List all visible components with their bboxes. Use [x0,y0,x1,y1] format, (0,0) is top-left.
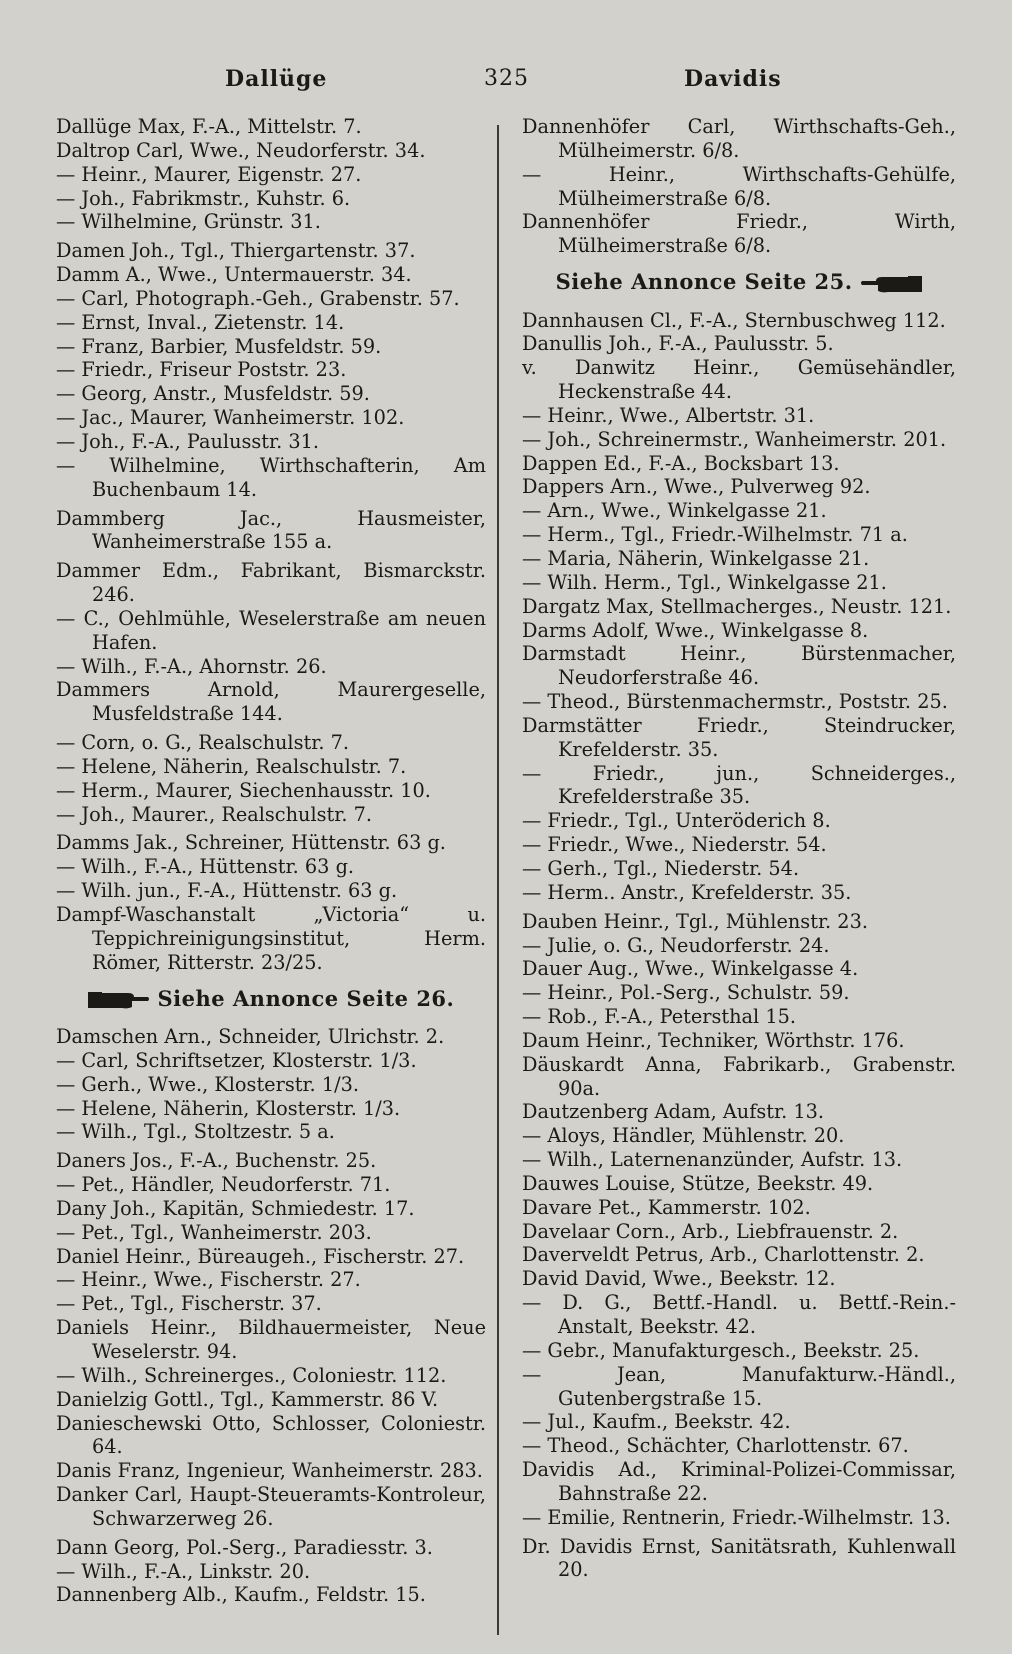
directory-entry: Däuskardt Anna, Fabrikarb., Grabenstr. 90a. [522,1052,956,1100]
directory-entry: Dammberg Jac., Hausmeister, Wanheimerstraße 155 a. [56,506,486,554]
directory-entry: — Rob., F.-A., Petersthal 15. [522,1005,797,1029]
directory-entry: — Emilie, Rentnerin, Friedr.-Wilhelmstr. 13. [522,1505,951,1529]
page-number: 325 [484,66,529,91]
directory-entry: — Julie, o. G., Neudorferstr. 24. [522,933,830,957]
directory-entry: Danis Franz, Ingenieur, Wanheimerstr. 283. [56,1459,483,1483]
directory-entry: — Gerh., Tgl., Niederstr. 54. [522,856,800,880]
directory-entry: Dann Georg, Pol.-Serg., Paradiesstr. 3. [56,1535,433,1559]
directory-entry: Dammer Edm., Fabrikant, Bismarckstr. 246. [56,559,486,607]
directory-entry: — Wilhelmine, Grünstr. 31. [56,210,321,234]
directory-entry: — Carl, Schriftsetzer, Klosterstr. 1/3. [56,1048,417,1072]
directory-entry: Damm A., Wwe., Untermauerstr. 34. [56,263,412,287]
directory-entry: — D. G., Bettf.-Handl. u. Bettf.-Rein.-Anstalt, Beekstr. 42. [522,1291,956,1338]
directory-entry: Dautzenberg Adam, Aufstr. 13. [522,1100,824,1124]
directory-entry: Danker Carl, Haupt-Steueramts-Kontroleur, Schwarzerweg 26. [56,1483,486,1530]
directory-entry: Danieschewski Otto, Schlosser, Coloniestr. 64. [56,1411,486,1459]
directory-entry: Damschen Arn., Schneider, Ulrichstr. 2. [56,1025,445,1049]
directory-entry: Davidis Ad., Kriminal-Polizei-Commissar, Bahnstraße 22. [522,1458,956,1505]
directory-entry: — Theod., Bürstenmachermstr., Poststr. 25. [522,690,948,714]
directory-entry: Dannhausen Cl., F.-A., Sternbuschweg 112. [522,308,946,332]
directory-entry: — Heinr., Maurer, Eigenstr. 27. [56,162,362,186]
directory-entry: — Helene, Näherin, Realschulstr. 7. [56,754,407,778]
directory-entry: Daltrop Carl, Wwe., Neudorferstr. 34. [56,138,426,162]
directory-entry: Dauben Heinr., Tgl., Mühlenstr. 23. [522,909,868,933]
directory-entry: — Helene, Näherin, Klosterstr. 1/3. [56,1096,401,1120]
advertisement-notice [522,270,956,295]
notice-text: Siehe Annonce Seite 25. [555,269,853,295]
directory-entry: Dampf-Waschanstalt „Victoria“ u. Teppichreinigungsinstitut, Herm. Römer, Ritterstr. 23/25. [56,903,486,974]
advertisement-notice [56,987,486,1012]
directory-entry: — Wilh., F.-A., Linkstr. 20. [56,1559,311,1583]
directory-entry: Darmstadt Heinr., Bürstenmacher, Neudorferstraße 46. [522,642,956,690]
directory-entry: — Joh., Schreinermstr., Wanheimerstr. 201. [522,427,947,451]
directory-entry: — Friedr., Wwe., Niederstr. 54. [522,833,827,857]
directory-entry: — Arn., Wwe., Winkelgasse 21. [522,499,827,523]
column-divider [497,125,499,1635]
directory-entry: Daniel Heinr., Büreaugeh., Fischerstr. 27. [56,1244,465,1268]
directory-entry: Daverveldt Petrus, Arb., Charlottenstr. 2. [522,1243,925,1267]
directory-entry: Dany Joh., Kapitän, Schmiedestr. 17. [56,1196,415,1220]
directory-entry: — Herm.. Anstr., Krefelderstr. 35. [522,880,852,904]
directory-entry: — Friedr., Tgl., Unteröderich 8. [522,809,831,833]
directory-entry: Dannenhöfer Friedr., Wirth, Mülheimerstraße 6/8. [522,210,956,258]
directory-entry: — Wilh., Schreinerges., Coloniestr. 112. [56,1363,447,1387]
notice-text: Siehe Annonce Seite 26. [157,985,455,1011]
directory-entry: — Pet., Tgl., Fischerstr. 37. [56,1292,322,1316]
directory-entry: — Theod., Schächter, Charlottenstr. 67. [522,1434,909,1458]
directory-entry: Daum Heinr., Techniker, Wörthstr. 176. [522,1028,905,1052]
running-head-right: Davidis [684,66,782,92]
directory-entry: Dallüge Max, F.-A., Mittelstr. 7. [56,115,362,138]
directory-entry: Dr. Davidis Ernst, Sanitätsrath, Kuhlenwall 20. [522,1534,956,1582]
directory-entry: — Aloys, Händler, Mühlenstr. 20. [522,1124,845,1148]
directory-entry: — Corn, o. G., Realschulstr. 7. [56,731,349,755]
directory-entry: Dannenhöfer Carl, Wirthschafts-Geh., Mülheimerstr. 6/8. [522,115,956,162]
directory-entry: Damen Joh., Tgl., Thiergartenstr. 37. [56,239,416,263]
directory-entry: Darms Adolf, Wwe., Winkelgasse 8. [522,618,869,642]
pointing-hand-icon [88,989,150,1011]
directory-entry: — Friedr., jun., Schneiderges., Krefelderstraße 35. [522,761,956,809]
directory-entry: Dappen Ed., F.-A., Bocksbart 13. [522,451,840,475]
directory-entry: Dappers Arn., Wwe., Pulverweg 92. [522,475,871,499]
directory-entry: — Georg, Anstr., Musfeldstr. 59. [56,382,370,406]
directory-entry: Dauwes Louise, Stütze, Beekstr. 49. [522,1171,874,1195]
directory-entry: Dannenberg Alb., Kaufm., Feldstr. 15. [56,1583,426,1607]
directory-entry: — Jul., Kaufm., Beekstr. 42. [522,1410,791,1434]
directory-entry: — Jean, Manufakturw.-Händl., Gutenbergstraße 15. [522,1362,956,1410]
directory-entry: — Heinr., Wirthschafts-Gehülfe, Mülheimerstraße 6/8. [522,162,956,210]
directory-entry: Dammers Arnold, Maurergeselle, Musfeldstraße 144. [56,678,486,726]
directory-entry: — Maria, Näherin, Winkelgasse 21. [522,547,870,570]
pointing-hand-icon [860,273,922,295]
directory-entry: — Franz, Barbier, Musfeldstr. 59. [56,334,382,358]
left-column [56,115,486,1607]
running-head-left: Dallüge [225,66,328,92]
directory-entry: David David, Wwe., Beekstr. 12. [522,1267,836,1291]
directory-entry: Damms Jak., Schreiner, Hüttenstr. 63 g. [56,831,446,855]
directory-entry: — Herm., Tgl., Friedr.-Wilhelmstr. 71 a. [522,523,908,547]
directory-entry: Davare Pet., Kammerstr. 102. [522,1195,811,1219]
directory-entry: — Friedr., Friseur Poststr. 23. [56,358,347,382]
directory-entry: — Wilh., F.-A., Ahornstr. 26. [56,654,327,678]
directory-entry: v. Danwitz Heinr., Gemüsehändler, Heckenstraße 44. [522,356,956,404]
directory-entry: Danullis Joh., F.-A., Paulusstr. 5. [522,332,834,356]
directory-entry: — Wilh., F.-A., Hüttenstr. 63 g. [56,855,355,879]
directory-entry: Daniels Heinr., Bildhauermeister, Neue Weselerstr. 94. [56,1316,486,1363]
directory-entry: — Heinr., Pol.-Serg., Schulstr. 59. [522,981,850,1005]
directory-entry: Darmstätter Friedr., Steindrucker, Krefelderstr. 35. [522,713,956,761]
directory-entry: — Carl, Photograph.-Geh., Grabenstr. 57. [56,286,460,310]
right-column [522,115,956,1582]
directory-entry: Dauer Aug., Wwe., Winkelgasse 4. [522,957,859,981]
directory-entry: Dargatz Max, Stellmacherges., Neustr. 121. [522,594,952,618]
directory-entry: — Gebr., Manufakturgesch., Beekstr. 25. [522,1338,920,1362]
directory-entry: — Joh., Maurer., Realschulstr. 7. [56,802,373,826]
directory-entry: — Wilh. jun., F.-A., Hüttenstr. 63 g. [56,879,398,903]
directory-entry: Danielzig Gottl., Tgl., Kammerstr. 86 V. [56,1387,439,1411]
directory-entry: — Pet., Tgl., Wanheimerstr. 203. [56,1220,372,1244]
directory-entry: — Wilh. Herm., Tgl., Winkelgasse 21. [522,570,887,594]
directory-entry: — Pet., Händler, Neudorferstr. 71. [56,1173,391,1197]
directory-entry: Davelaar Corn., Arb., Liebfrauenstr. 2. [522,1219,899,1243]
directory-entry: — Heinr., Wwe., Fischerstr. 27. [56,1268,361,1292]
directory-entry: — Wilh., Tgl., Stoltzestr. 5 a. [56,1120,335,1144]
directory-entry: — Joh., F.-A., Paulusstr. 31. [56,429,320,453]
directory-entry: — Heinr., Wwe., Albertstr. 31. [522,403,815,427]
directory-entry: — Wilhelmine, Wirthschafterin, Am Buchenbaum 14. [56,453,486,501]
directory-entry: — Herm., Maurer, Siechenhausstr. 10. [56,778,431,802]
directory-entry: Daners Jos., F.-A., Buchenstr. 25. [56,1149,377,1173]
directory-entry: — Gerh., Wwe., Klosterstr. 1/3. [56,1072,359,1096]
directory-entry: — Wilh., Laternenanzünder, Aufstr. 13. [522,1148,903,1172]
directory-entry: — Joh., Fabrikmstr., Kuhstr. 6. [56,186,351,210]
directory-entry: — Jac., Maurer, Wanheimerstr. 102. [56,406,405,430]
directory-entry: — Ernst, Inval., Zietenstr. 14. [56,310,345,334]
directory-entry: — C., Oehlmühle, Weselerstraße am neuen Hafen. [56,606,486,654]
